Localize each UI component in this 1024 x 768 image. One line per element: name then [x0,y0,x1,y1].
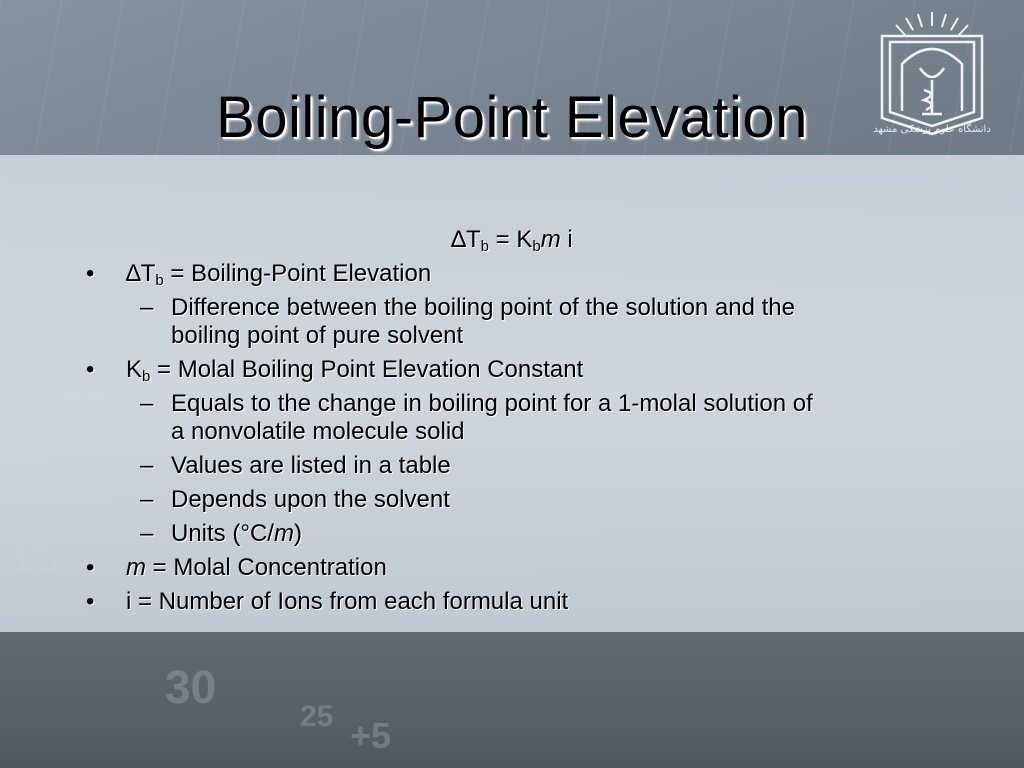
bullet-marker: • [86,356,95,383]
list-item: Difference between the boiling point of the solution and the [171,294,795,321]
list-item [126,554,387,582]
dash-marker: – [140,520,154,547]
item-text: ) [293,520,302,547]
list-item [126,260,431,288]
delta-symbol: ∆ [451,226,466,253]
item-text: = Molal Boiling Point Elevation Constant [150,356,584,383]
list-item: Equals to the change in boiling point for a 1-molal solution of [171,390,813,417]
list-item: Depends upon the solvent [171,486,450,513]
background-number: 25 [300,700,334,733]
list-item: i = Number of Ions from each formula unit [126,588,569,615]
item-var: m [126,554,146,581]
background-number: 30 [165,661,217,713]
formula-equals-k: = K [489,226,533,253]
bullet-marker: • [86,260,95,287]
formula-t: T [465,226,481,253]
delta-symbol: ∆ [126,260,141,287]
item-text: = Boiling-Point Elevation [163,260,432,287]
list-item: Values are listed in a table [171,452,451,479]
list-item [171,520,302,548]
formula-line [0,226,1024,254]
logo-caption: دانشگاه علوم پزشکی مشهد [873,124,991,135]
bullet-marker: • [86,554,95,581]
slide-title: Boiling-Point Elevation [216,85,808,150]
item-text: = Molal Concentration [146,554,387,581]
formula-i: i [560,226,573,253]
bullet-marker: • [86,588,95,615]
formula-m: m [540,226,561,253]
item-var: T [140,260,156,287]
dash-marker: – [140,390,154,417]
dash-marker: – [140,452,154,479]
list-item-continuation: boiling point of pure solvent [171,322,464,349]
item-text: Units (°C/ [171,520,274,547]
item-subscript: b [142,368,151,385]
dash-marker: – [140,486,154,513]
item-subscript: b [155,272,164,289]
formula-subscript: b [532,238,541,255]
item-var: K [126,356,143,383]
dash-marker: – [140,294,154,321]
background-number: +5 [350,715,392,756]
list-item-continuation: a nonvolatile molecule solid [171,418,465,445]
list-item [126,356,583,384]
item-var: m [273,520,294,547]
formula-subscript: b [480,238,489,255]
